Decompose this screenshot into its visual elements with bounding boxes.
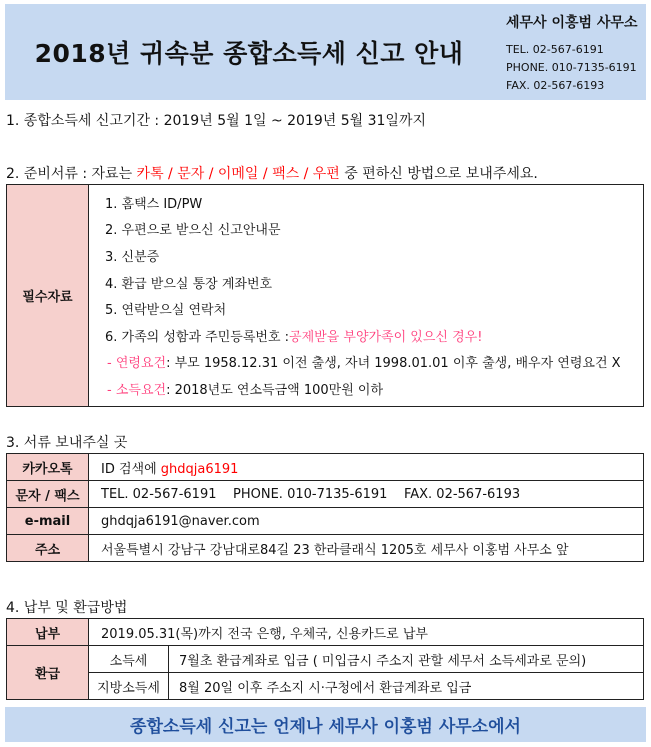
- header-banner: [5, 4, 646, 100]
- doc-item: 2. 우편으로 받으신 신고안내문: [105, 223, 281, 239]
- age-text: : 부모 1958.12.31 이전 출생, 자녀 1998.01.01 이후 출생, 배우자 연령요건 X: [166, 356, 621, 372]
- doc-item: 1. 홈택스 ID/PW: [105, 196, 203, 212]
- section1-filing-period: 1. 종합소득세 신고기간 : 2019년 5월 1일 ~ 2019년 5월 31일까지: [6, 113, 427, 129]
- office-tel: TEL. 02-567-6191: [506, 43, 604, 56]
- table-row: [7, 646, 644, 673]
- section2-methods: 카톡 / 문자 / 이메일 / 팩스 / 우편: [136, 166, 340, 182]
- section2-suffix: 중 편하신 방법으로 보내주세요.: [339, 166, 538, 182]
- kakao-label: 카카오톡: [7, 454, 89, 481]
- doc-item-family: [105, 322, 643, 349]
- doc-item: 5. 연락받으실 연락처: [105, 303, 227, 319]
- footer-banner: 종합소득세 신고는 언제나 세무사 이홍범 사무소에서: [5, 707, 646, 742]
- section2-prefix: 2. 준비서류 : 자료는: [6, 166, 137, 182]
- section4-title: 4. 납부 및 환급방법: [6, 600, 128, 616]
- doc-item: 4. 환급 받으실 통장 계좌번호: [105, 276, 273, 292]
- income-tax-label: 소득세: [89, 646, 169, 673]
- email-label: e-mail: [7, 508, 89, 535]
- sms-fax-label: 문자 / 팩스: [7, 481, 89, 508]
- sms-fax-value: TEL. 02-567-6191 PHONE. 010-7135-6191 FAX. 02-567-6193: [89, 481, 644, 508]
- office-fax: FAX. 02-567-6193: [506, 79, 605, 92]
- local-tax-value: 8월 20일 이후 주소지 시·구청에서 환급계좌로 입금: [169, 673, 644, 700]
- table-row: [7, 454, 644, 481]
- table-row: [7, 481, 644, 508]
- address-value: 서울특별시 강남구 강남대로84길 23 한라클래식 1205호 세무사 이홍범 사무소 앞: [89, 535, 644, 562]
- page-title: 2018년 귀속분 종합소득세 신고 안내: [34, 39, 464, 68]
- send-destination-table: [6, 453, 644, 562]
- required-docs-label: 필수자료: [7, 185, 89, 407]
- table-row: [7, 508, 644, 535]
- required-docs-table: [6, 184, 644, 407]
- table-row: [7, 619, 644, 646]
- age-requirement: [105, 349, 643, 376]
- email-value: ghdqja6191@naver.com: [89, 508, 644, 535]
- address-label: 주소: [7, 535, 89, 562]
- required-docs-list: [89, 185, 644, 407]
- age-label: - 연령요건: [107, 356, 167, 372]
- income-tax-value: 7월초 환급계좌로 입금 ( 미입금시 주소지 관할 세무서 소득세과로 문의): [169, 646, 644, 673]
- section3-title: 3. 서류 보내주실 곳: [6, 435, 128, 451]
- payment-label: 납부: [7, 619, 89, 646]
- office-name: 세무사 이홍범 사무소: [506, 15, 638, 31]
- income-requirement: [105, 375, 643, 402]
- payment-value: 2019.05.31(목)까지 전국 은행, 우체국, 신용카드로 납부: [89, 619, 644, 646]
- income-text: : 2018년도 연소득금액 100만원 이하: [166, 382, 384, 398]
- table-row: [7, 535, 644, 562]
- office-contact-block: [506, 12, 646, 96]
- doc-item: 3. 신분증: [105, 249, 160, 265]
- refund-label: 환급: [7, 646, 89, 700]
- kakao-value: [89, 454, 644, 481]
- kakao-id: ghdqja6191: [160, 461, 239, 477]
- office-phone: PHONE. 010-7135-6191: [506, 61, 637, 74]
- family-note: 공제받을 부양가족이 있으신 경우!: [289, 329, 483, 345]
- kakao-prefix: ID 검색에: [101, 461, 161, 477]
- local-tax-label: 지방소득세: [89, 673, 169, 700]
- payment-refund-table: [6, 618, 644, 700]
- section2-title: [6, 163, 538, 183]
- table-row: [7, 673, 644, 700]
- income-label: - 소득요건: [107, 382, 167, 398]
- family-prefix: 6. 가족의 성함과 주민등록번호 :: [105, 329, 290, 345]
